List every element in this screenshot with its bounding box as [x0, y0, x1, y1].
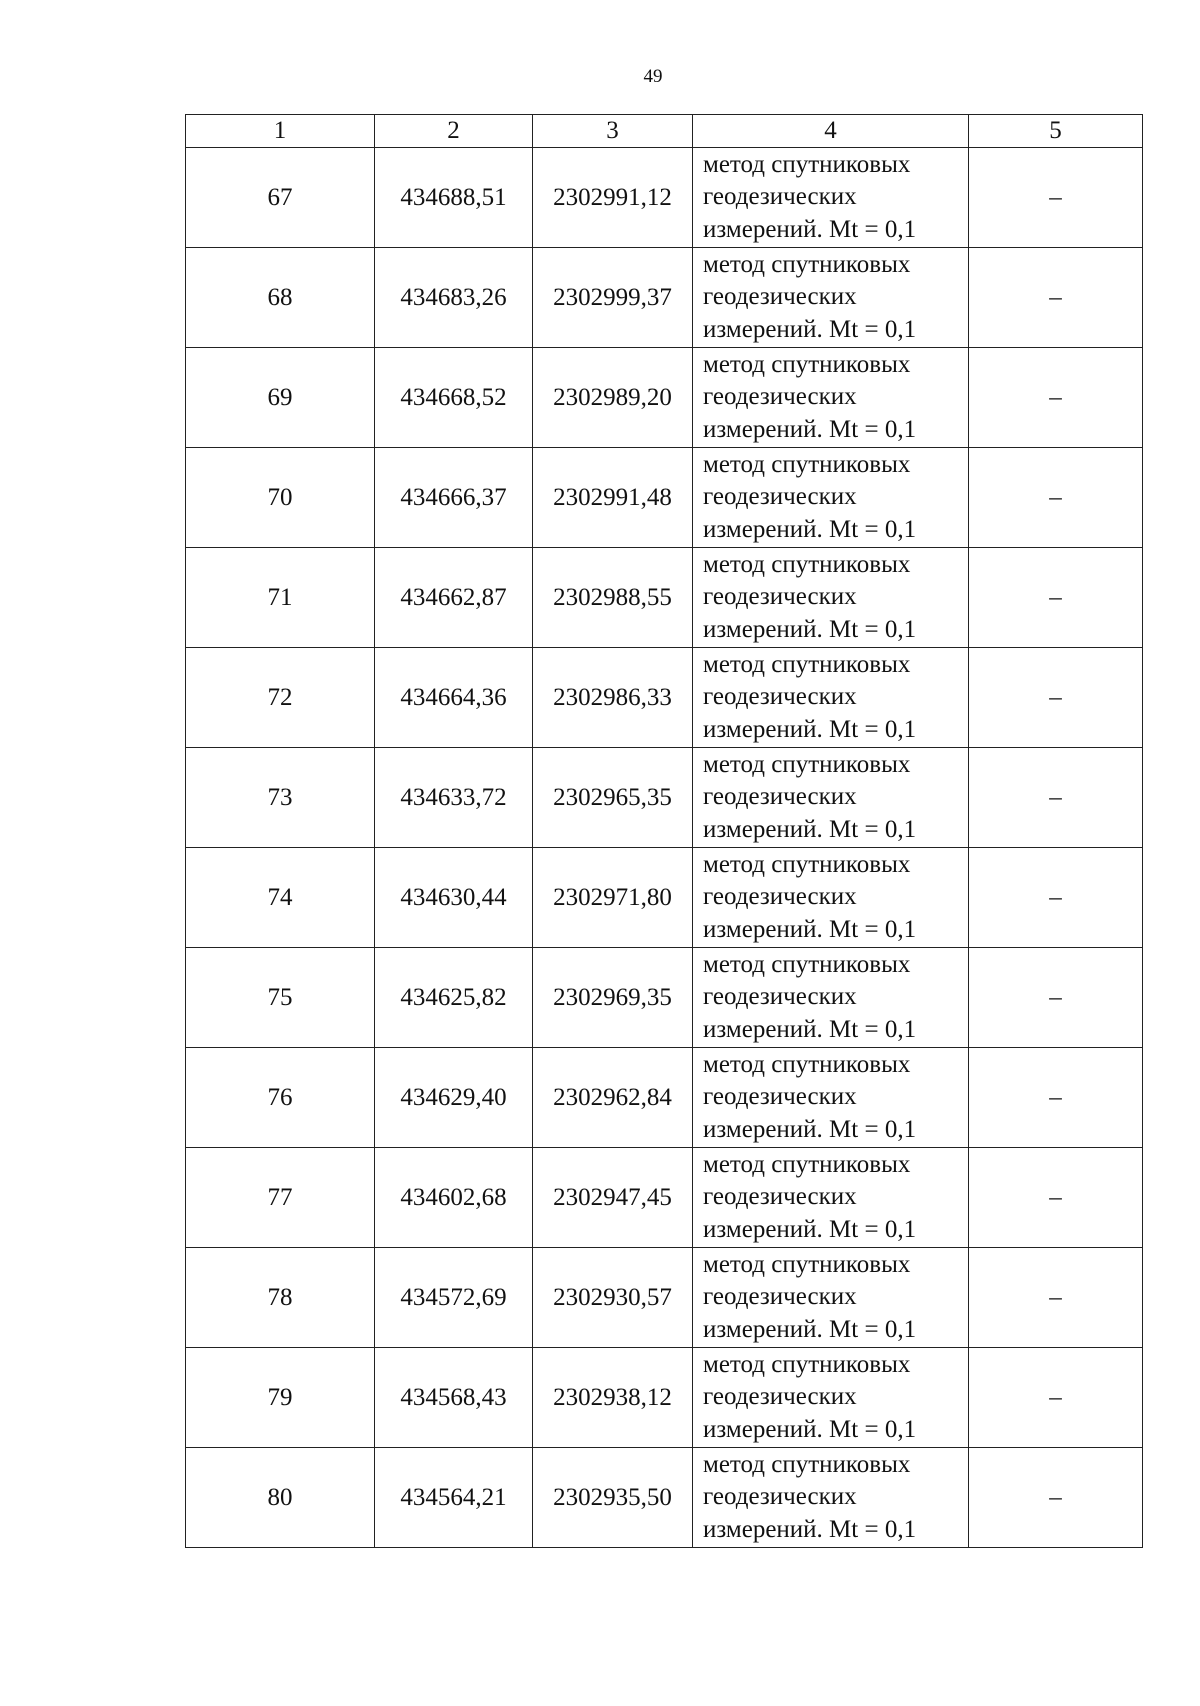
method-line: измерений. Mt = 0,1 — [703, 1015, 917, 1043]
point-number-cell: 78 — [186, 1248, 375, 1348]
method-line: метод спутниковых — [703, 150, 911, 178]
point-number-cell: 69 — [186, 348, 375, 448]
y-coordinate-cell: 2302969,35 — [533, 948, 693, 1048]
table-row — [186, 1448, 1143, 1548]
table-row — [186, 348, 1143, 448]
method-line: метод спутниковых — [703, 350, 911, 378]
point-number-cell: 70 — [186, 448, 375, 548]
x-coordinate-cell: 434668,52 — [375, 348, 533, 448]
method-line: измерений. Mt = 0,1 — [703, 415, 917, 443]
point-number-cell: 67 — [186, 148, 375, 248]
note-cell: – — [969, 1048, 1143, 1148]
method-line: метод спутниковых — [703, 850, 911, 878]
note-cell: – — [969, 1148, 1143, 1248]
coordinates-table — [185, 114, 1143, 1548]
method-line: метод спутниковых — [703, 1050, 911, 1078]
point-number-cell: 80 — [186, 1448, 375, 1548]
point-number-cell: 74 — [186, 848, 375, 948]
method-line: измерений. Mt = 0,1 — [703, 515, 917, 543]
table-row — [186, 948, 1143, 1048]
x-coordinate-cell: 434664,36 — [375, 648, 533, 748]
note-cell: – — [969, 1348, 1143, 1448]
note-cell: – — [969, 1448, 1143, 1548]
method-line: геодезических — [703, 1183, 857, 1211]
method-line: метод спутниковых — [703, 650, 911, 678]
method-line: геодезических — [703, 883, 857, 911]
note-cell: – — [969, 348, 1143, 448]
method-line: геодезических — [703, 683, 857, 711]
x-coordinate-cell: 434633,72 — [375, 748, 533, 848]
method-cell — [693, 1348, 969, 1448]
x-coordinate-cell: 434572,69 — [375, 1248, 533, 1348]
table-row — [186, 648, 1143, 748]
method-line: измерений. Mt = 0,1 — [703, 1315, 917, 1343]
point-number-cell: 79 — [186, 1348, 375, 1448]
point-number-cell: 75 — [186, 948, 375, 1048]
point-number-cell: 76 — [186, 1048, 375, 1148]
x-coordinate-cell: 434683,26 — [375, 248, 533, 348]
x-coordinate-cell: 434602,68 — [375, 1148, 533, 1248]
method-cell — [693, 948, 969, 1048]
method-line: геодезических — [703, 1483, 857, 1511]
method-line: метод спутниковых — [703, 550, 911, 578]
method-cell — [693, 1048, 969, 1148]
y-coordinate-cell: 2302971,80 — [533, 848, 693, 948]
method-line: метод спутниковых — [703, 450, 911, 478]
y-coordinate-cell: 2302965,35 — [533, 748, 693, 848]
method-line: измерений. Mt = 0,1 — [703, 1215, 917, 1243]
method-cell — [693, 648, 969, 748]
table-row — [186, 1348, 1143, 1448]
y-coordinate-cell: 2302988,55 — [533, 548, 693, 648]
y-coordinate-cell: 2302991,48 — [533, 448, 693, 548]
header-row — [186, 115, 1143, 148]
table-row — [186, 148, 1143, 248]
method-line: геодезических — [703, 1383, 857, 1411]
method-cell — [693, 348, 969, 448]
header-col-2: 2 — [375, 115, 533, 148]
method-line: метод спутниковых — [703, 1250, 911, 1278]
note-cell: – — [969, 848, 1143, 948]
y-coordinate-cell: 2302947,45 — [533, 1148, 693, 1248]
point-number-cell: 72 — [186, 648, 375, 748]
method-line: геодезических — [703, 483, 857, 511]
method-line: геодезических — [703, 283, 857, 311]
method-line: метод спутниковых — [703, 250, 911, 278]
y-coordinate-cell: 2302962,84 — [533, 1048, 693, 1148]
point-number-cell: 73 — [186, 748, 375, 848]
y-coordinate-cell: 2302986,33 — [533, 648, 693, 748]
table-row — [186, 1048, 1143, 1148]
method-line: измерений. Mt = 0,1 — [703, 615, 917, 643]
method-line: метод спутниковых — [703, 950, 911, 978]
method-line: метод спутниковых — [703, 1150, 911, 1178]
header-col-5: 5 — [969, 115, 1143, 148]
note-cell: – — [969, 1248, 1143, 1348]
x-coordinate-cell: 434666,37 — [375, 448, 533, 548]
table-header — [186, 115, 1143, 148]
method-line: измерений. Mt = 0,1 — [703, 815, 917, 843]
point-number-cell: 77 — [186, 1148, 375, 1248]
x-coordinate-cell: 434688,51 — [375, 148, 533, 248]
table-row — [186, 748, 1143, 848]
method-line: геодезических — [703, 983, 857, 1011]
method-line: измерений. Mt = 0,1 — [703, 715, 917, 743]
method-line: геодезических — [703, 583, 857, 611]
note-cell: – — [969, 548, 1143, 648]
method-cell — [693, 148, 969, 248]
table-row — [186, 548, 1143, 648]
method-line: геодезических — [703, 383, 857, 411]
method-cell — [693, 248, 969, 348]
method-cell — [693, 448, 969, 548]
method-line: геодезических — [703, 1083, 857, 1111]
method-line: измерений. Mt = 0,1 — [703, 1415, 917, 1443]
table-row — [186, 848, 1143, 948]
method-cell — [693, 1148, 969, 1248]
page-number: 49 — [643, 66, 663, 87]
method-line: метод спутниковых — [703, 1350, 911, 1378]
y-coordinate-cell: 2302938,12 — [533, 1348, 693, 1448]
x-coordinate-cell: 434629,40 — [375, 1048, 533, 1148]
method-line: измерений. Mt = 0,1 — [703, 1515, 917, 1543]
x-coordinate-cell: 434662,87 — [375, 548, 533, 648]
y-coordinate-cell: 2302989,20 — [533, 348, 693, 448]
table-body — [186, 148, 1143, 1548]
x-coordinate-cell: 434568,43 — [375, 1348, 533, 1448]
note-cell: – — [969, 148, 1143, 248]
note-cell: – — [969, 648, 1143, 748]
table-row — [186, 1248, 1143, 1348]
note-cell: – — [969, 948, 1143, 1048]
x-coordinate-cell: 434630,44 — [375, 848, 533, 948]
method-line: метод спутниковых — [703, 750, 911, 778]
method-line: геодезических — [703, 1283, 857, 1311]
method-cell — [693, 1248, 969, 1348]
method-line: геодезических — [703, 783, 857, 811]
y-coordinate-cell: 2302999,37 — [533, 248, 693, 348]
y-coordinate-cell: 2302930,57 — [533, 1248, 693, 1348]
method-cell — [693, 748, 969, 848]
x-coordinate-cell: 434564,21 — [375, 1448, 533, 1548]
method-cell — [693, 1448, 969, 1548]
method-cell — [693, 848, 969, 948]
header-col-3: 3 — [533, 115, 693, 148]
method-line: измерений. Mt = 0,1 — [703, 915, 917, 943]
method-line: метод спутниковых — [703, 1450, 911, 1478]
method-line: измерений. Mt = 0,1 — [703, 1115, 917, 1143]
method-line: измерений. Mt = 0,1 — [703, 215, 917, 243]
x-coordinate-cell: 434625,82 — [375, 948, 533, 1048]
y-coordinate-cell: 2302935,50 — [533, 1448, 693, 1548]
table-row — [186, 448, 1143, 548]
note-cell: – — [969, 448, 1143, 548]
point-number-cell: 71 — [186, 548, 375, 648]
header-col-1: 1 — [186, 115, 375, 148]
method-line: измерений. Mt = 0,1 — [703, 315, 917, 343]
y-coordinate-cell: 2302991,12 — [533, 148, 693, 248]
method-cell — [693, 548, 969, 648]
note-cell: – — [969, 248, 1143, 348]
point-number-cell: 68 — [186, 248, 375, 348]
note-cell: – — [969, 748, 1143, 848]
header-col-4: 4 — [693, 115, 969, 148]
method-line: геодезических — [703, 183, 857, 211]
table-row — [186, 1148, 1143, 1248]
table-row — [186, 248, 1143, 348]
